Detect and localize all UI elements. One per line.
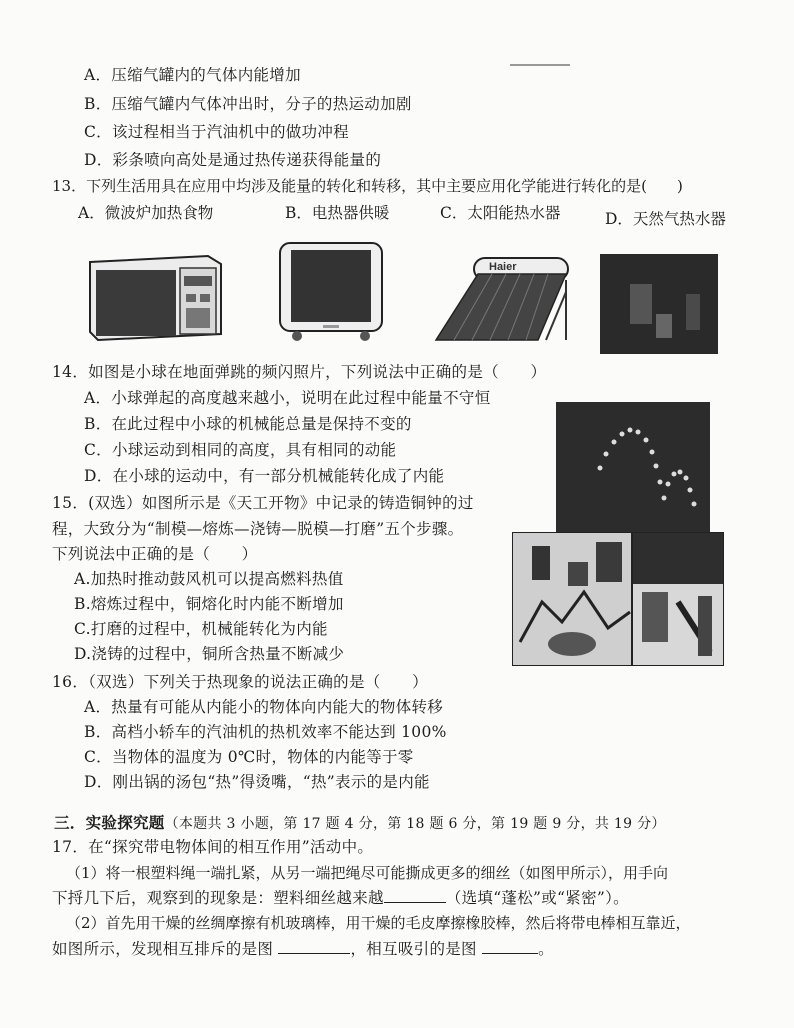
q17-part1-line2 — [52, 887, 629, 909]
q13-option-d: D．天然气热水器 — [605, 210, 726, 228]
q14-option-c: C．小球运动到相同的高度，具有相同的动能 — [84, 441, 397, 459]
q12-option-c: C．该过程相当于汽油机中的做功冲程 — [84, 123, 349, 141]
gas-water-heater-image — [600, 254, 718, 354]
q13-option-a: A．微波炉加热食物 — [78, 204, 214, 222]
q17-attract-blank[interactable] — [482, 939, 538, 954]
q13-option-c: C．太阳能热水器 — [440, 204, 561, 222]
section-3-heading — [54, 812, 666, 835]
q14-option-d: D．在小球的运动中，有一部分机械能转化成了内能 — [84, 467, 445, 485]
q15-option-b: B.熔炼过程中，铜熔化时内能不断增加 — [74, 595, 344, 613]
q17-part1-line1: （1）将一根塑料绳一端扎紧，从另一端把绳尽可能撕成更多的细丝（如图甲所示），用手向 — [66, 864, 669, 882]
q15-option-c: C.打磨的过程中，机械能转化为内能 — [74, 620, 328, 638]
q17-part1-hint: （选填“蓬松”或“紧密”）。 — [445, 889, 629, 907]
solar-water-heater-image — [434, 252, 572, 344]
electric-heater-image — [277, 240, 385, 344]
section-3-title: 三．实验探究题 — [54, 813, 165, 832]
heater-brand-label: Haier — [489, 261, 517, 273]
q12-option-b: B．压缩气罐内气体冲出时，分子的热运动加剧 — [84, 95, 412, 113]
q17-part2-line1: （2）首先用干燥的丝绸摩擦有机玻璃棒，用干燥的毛皮摩擦橡胶棒，然后将带电棒相互靠近， — [66, 914, 691, 932]
q17-part2-end: 。 — [538, 940, 554, 958]
q12-option-a: A．压缩气罐内的气体内能增加 — [84, 66, 301, 84]
q15-option-a: A.加热时推动鼓风机可以提高燃料热值 — [74, 570, 344, 588]
q14-option-b: B．在此过程中小球的机械能总量是保持不变的 — [84, 415, 412, 433]
q15-option-d: D.浇铸的过程中，铜所含热量不断减少 — [74, 645, 345, 663]
q14-stem: 14．如图是小球在地面弹跳的频闪照片，下列说法中正确的是（ ） — [52, 363, 547, 381]
bouncing-ball-photo — [556, 402, 710, 534]
q13-stem: 13．下列生活用具在应用中均涉及能量的转化和转移，其中主要应用化学能进行转化的是( ) — [52, 177, 683, 195]
q16-option-d: D．刚出锅的汤包“热”得烫嘴，“热”表示的是内能 — [84, 773, 430, 791]
q16-option-c: C．当物体的温度为 0℃时，物体的内能等于零 — [84, 748, 414, 766]
q14-option-a: A．小球弹起的高度越来越小，说明在此过程中能量不守恒 — [84, 389, 491, 407]
q17-part2-line2 — [52, 938, 554, 960]
q16-option-a: A．热量有可能从内能小的物体向内能大的物体转移 — [84, 698, 444, 716]
q17-repel-blank[interactable] — [278, 939, 350, 954]
q17-part1-blank[interactable] — [384, 888, 446, 903]
q12-option-d: D．彩条喷向高处是通过热传递获得能量的 — [84, 151, 382, 169]
q13-option-b: B．电热器供暖 — [285, 204, 390, 222]
q17-stem: 17．在“探究带电物体间的相互作用”活动中。 — [52, 838, 374, 856]
section-3-note: （本题共 3 小题，第 17 题 4 分，第 18 题 6 分，第 19 题 9 分，共 19 分） — [164, 816, 666, 832]
q15-stem-line2: 程，大致分为“制模—熔炼—浇铸—脱模—打磨”五个步骤。 — [52, 520, 464, 538]
scan-mark — [510, 64, 570, 66]
microwave-image — [88, 250, 223, 342]
q17-part2-mid: ，相互吸引的是图 — [350, 940, 477, 958]
q16-stem: 16．（双选）下列关于热现象的说法正确的是（ ） — [52, 673, 428, 691]
bell-casting-illustration — [512, 532, 724, 666]
q15-stem-line1: 15．(双选）如图所示是《天工开物》中记录的铸造铜钟的过 — [52, 494, 474, 512]
q17-part2-text: 如图所示，发现相互排斥的是图 — [52, 940, 274, 958]
q17-part1-text: 下捋几下后，观察到的现象是：塑料细丝越来越 — [52, 889, 384, 907]
q15-stem-line3: 下列说法中正确的是（ ） — [52, 545, 258, 563]
q16-option-b: B．高档小轿车的汽油机的热机效率不能达到 100% — [84, 723, 447, 741]
